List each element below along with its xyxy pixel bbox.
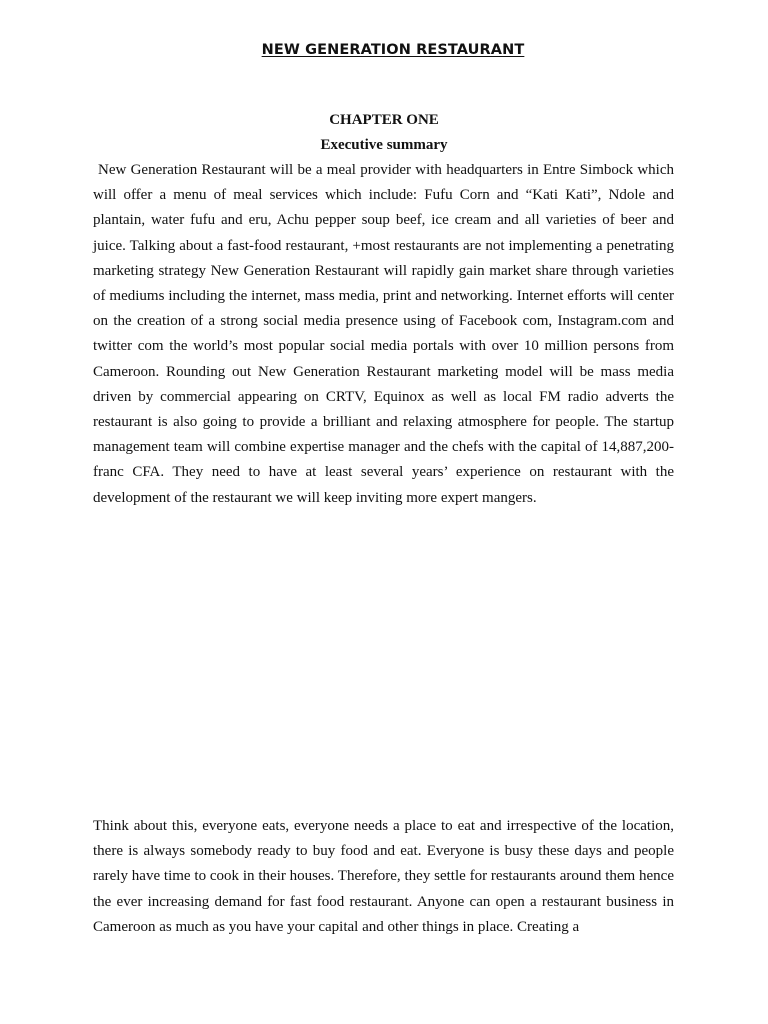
chapter-heading: CHAPTER ONE: [329, 112, 439, 128]
executive-summary-paragraph: New Generation Restaurant will be a meal provider with headquarters in Entre Simbock which will offer a menu of meal services which include: Fufu Corn and “Kati Kati”, Ndole and plantain, water fufu and eru, Achu pepper soup beef, ice cream and all varieties of beer and juice. Talking about a fast-food restaurant, +most restaurants are not implementing a penetrating marketing strategy New Generation Restaurant will rapidly gain market share through varieties of mediums including the internet, mass media, print and networking. Internet efforts will center on the creation of a strong social media presence using of Facebook com, Instagram.com and twitter com the world’s most popular social media portals with over 10 million persons from Cameroon. Rounding out New Generation Restaurant marketing model will be mass media driven by commercial appearing on CRTV, Equinox as well as local FM radio adverts the restaurant is also going to provide a brilliant and relaxing atmosphere for people. The startup management team will combine expertise manager and the chefs with the capital of 14,887,200-franc CFA. They need to have at least several years’ experience on restaurant with the development of the restaurant we will keep inviting more expert mangers.: [93, 162, 674, 506]
document-title: NEW GENERATION RESTAURANT: [261, 42, 525, 58]
body-paragraph: Think about this, everyone eats, everyone needs a place to eat and irrespective of the location, there is always somebody ready to buy food and eat. Everyone is busy these days and people rarely have time to cook in their houses. Therefore, they settle for restaurants around them hence the ever increasing demand for fast food restaurant. Anyone can open a restaurant business in Cameroon as much as you have your capital and other things in place. Creating a: [93, 818, 674, 935]
section-heading: Executive summary: [320, 137, 448, 153]
